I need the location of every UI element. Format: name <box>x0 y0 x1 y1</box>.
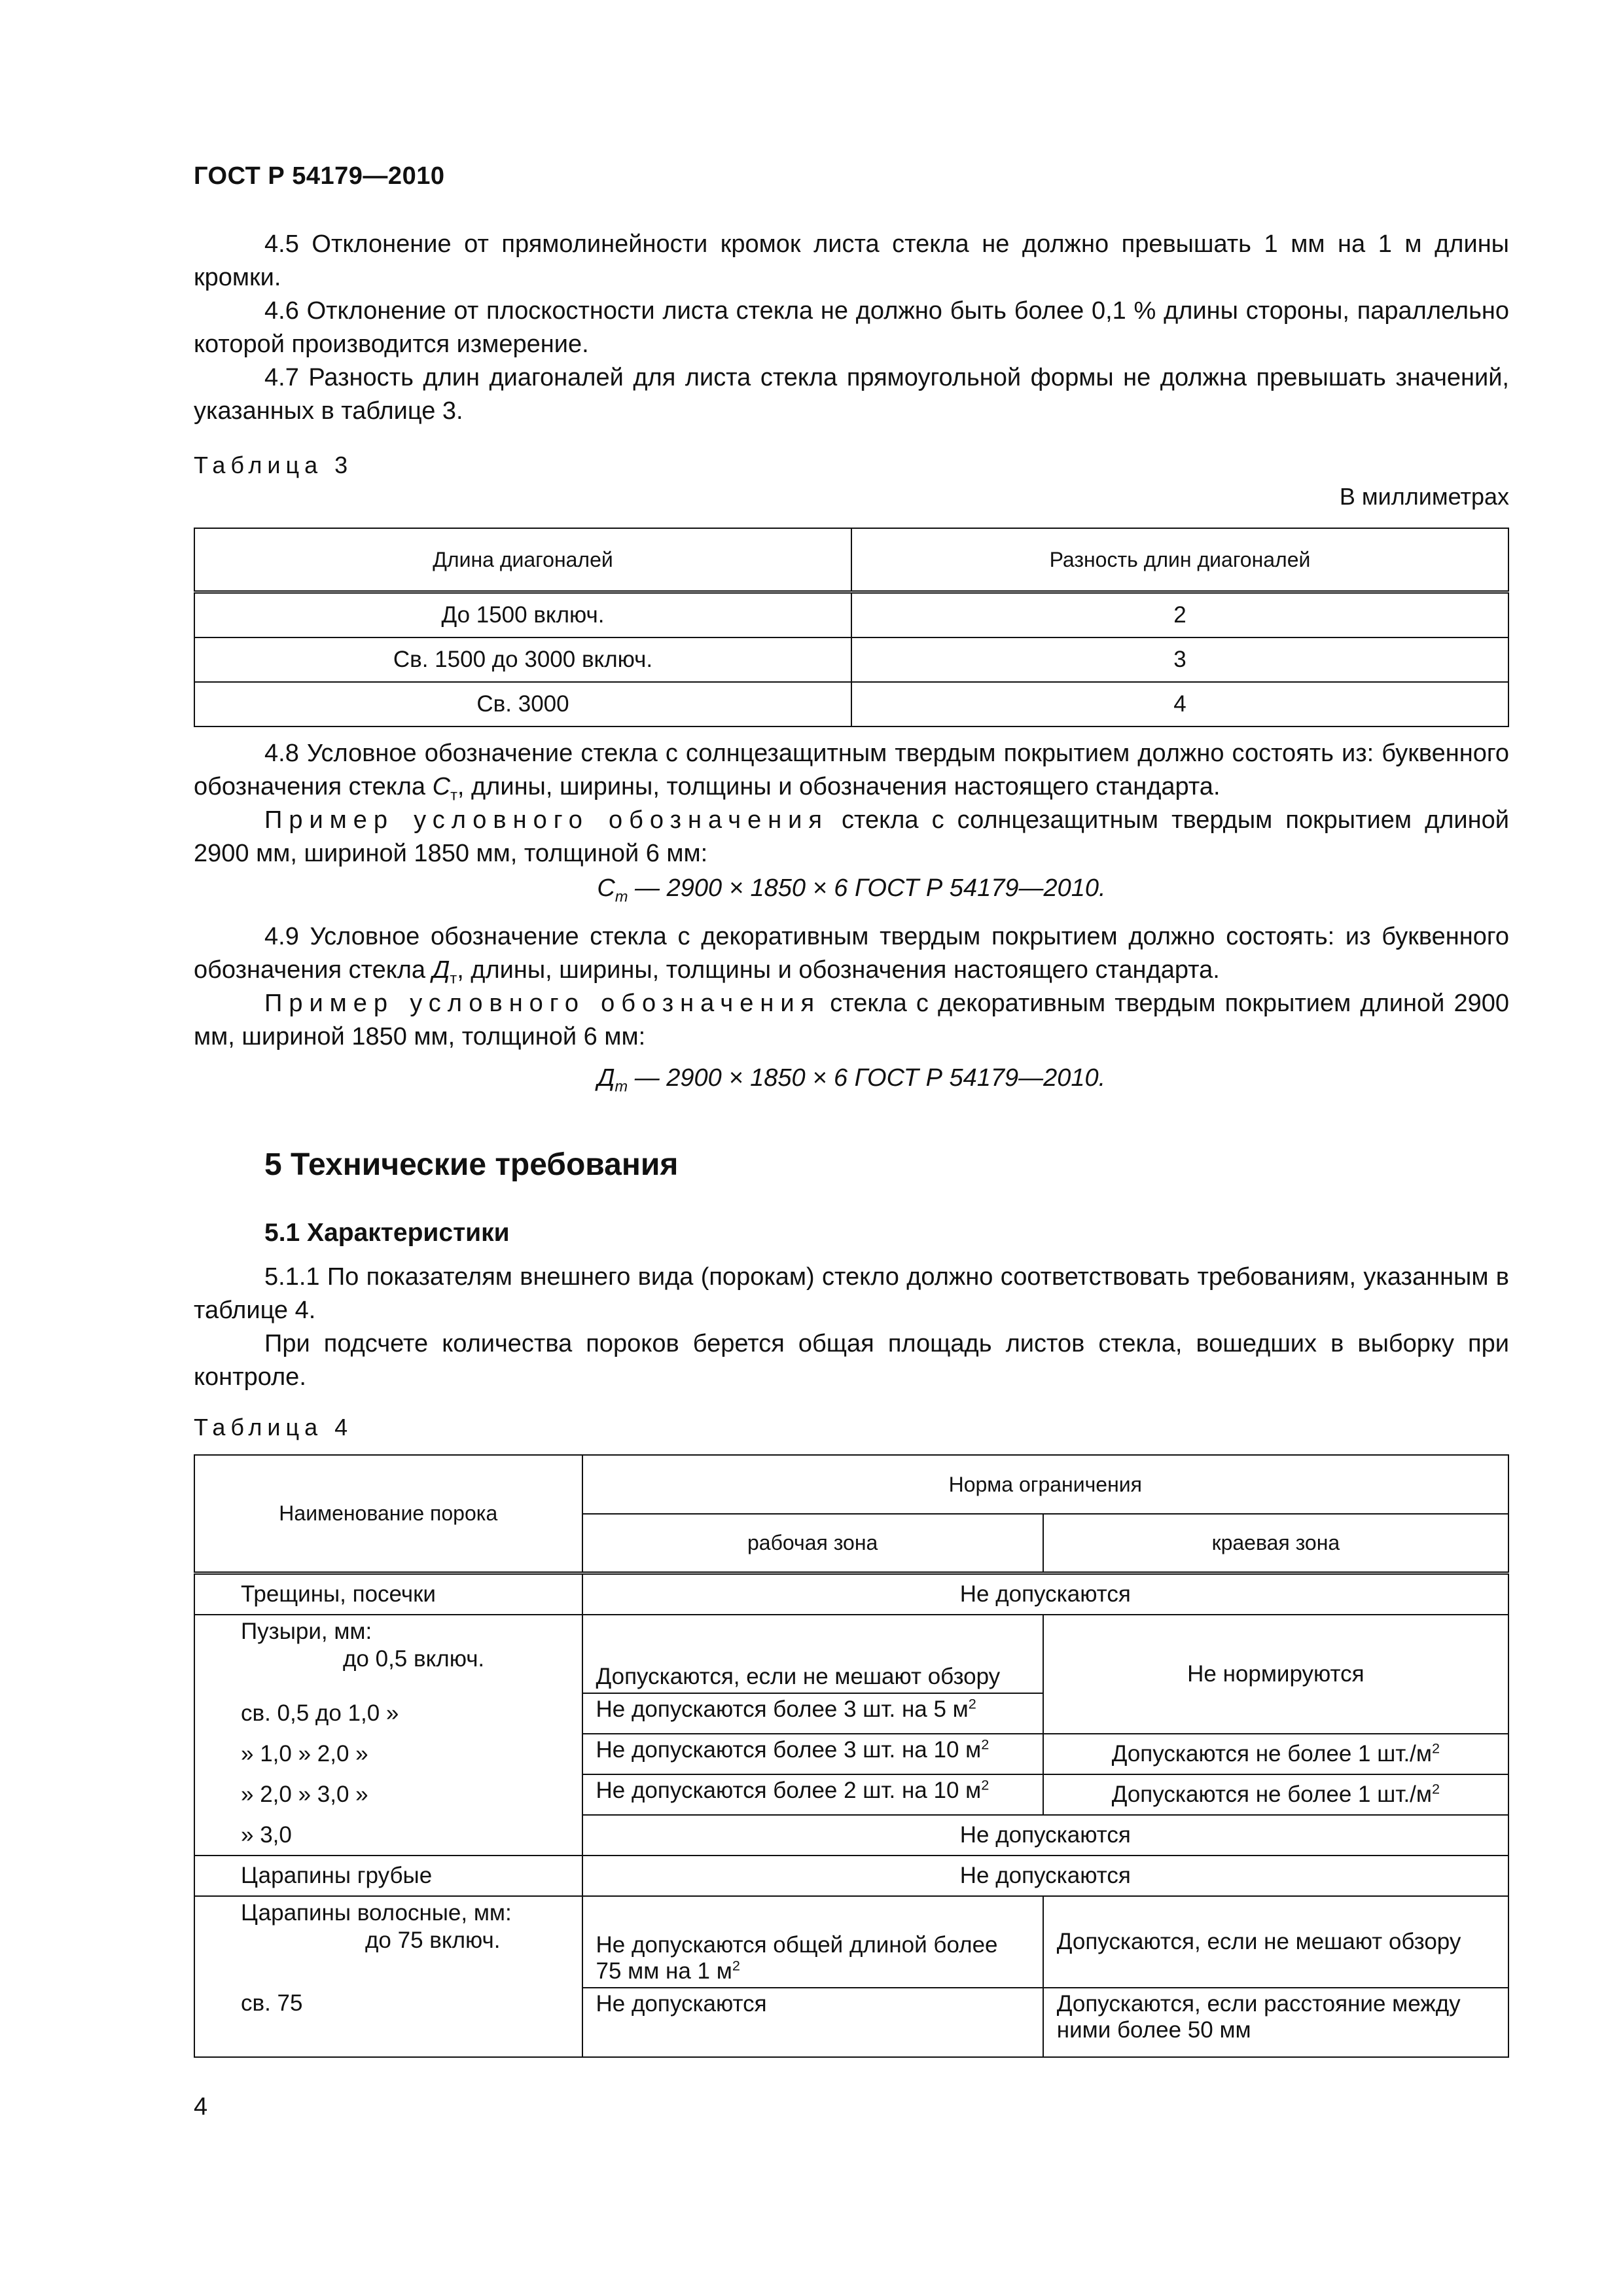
table3-cell: До 1500 включ. <box>194 592 851 638</box>
symbol-ct-sub: т <box>450 786 457 804</box>
table3-header-diff: Разность длин диагоналей <box>851 528 1508 592</box>
table3-cell: 2 <box>851 592 1508 638</box>
page-number: 4 <box>194 2093 208 2121</box>
clauses-4-5-to-4-7 <box>194 228 1509 428</box>
table3-cell: 3 <box>851 637 1508 682</box>
table-3 <box>194 528 1509 727</box>
table-row <box>194 637 1508 682</box>
clause-4-6: 4.6 Отклонение от плоскостности листа стекла не должно быть более 0,1 % длины стороны, параллельно которой производится измерение. <box>194 297 1509 358</box>
clause-4-8 <box>194 737 1509 870</box>
table3-cell: Св. 1500 до 3000 включ. <box>194 637 851 682</box>
section-5-1-heading: 5.1 Характеристики <box>264 1219 510 1247</box>
table3-header-length: Длина диагоналей <box>194 528 851 592</box>
clause-4-9 <box>194 920 1509 1054</box>
example-text: стекла с декоративным твердым покрытием длиной 2900 мм, шириной 1850 мм, толщиной 6 мм: <box>194 990 1509 1050</box>
clause-5-1-1 <box>194 1261 1509 1394</box>
table-row: Трещины, посечки Не допускаются <box>194 1573 1508 1615</box>
formula-ct: $С_т$ — 2900 × 1850 × 6 ГОСТ Р 54179—2010. <box>597 874 1106 905</box>
clause-4-8-text-end: , длины, ширины, толщины и обозначения настоящего стандарта. <box>457 773 1221 800</box>
formula-dt: $Д_т$ — 2900 × 1850 × 6 ГОСТ Р 54179—2010. <box>597 1064 1106 1095</box>
table3-units: В миллиметрах <box>1339 483 1509 510</box>
table4-header-edge: краевая зона <box>1043 1514 1508 1573</box>
clause-4-5: 4.5 Отклонение от прямолинейности кромок листа стекла не должно превышать 1 мм на 1 м длины кромки. <box>194 230 1509 291</box>
document-header: ГОСТ Р 54179—2010 <box>194 162 445 190</box>
table3-cell: 4 <box>851 682 1508 726</box>
example-text: стекла с солнцезащитным твердым покрытием длиной 2900 мм, шириной 1850 мм, толщиной 6 мм: <box>194 806 1509 867</box>
clause-4-9-text-end: , длины, ширины, толщины и обозначения настоящего стандарта. <box>457 956 1220 984</box>
clause-4-9-text: 4.9 Условное обозначение стекла с декоративным твердым покрытием должно состоять: из буквенного обозначения стекла <box>194 923 1509 984</box>
table4-header-work: рабочая зона <box>582 1514 1043 1573</box>
table3-caption: Таблица 3 <box>194 452 353 478</box>
section-5-heading: 5 Технические требования <box>264 1147 679 1182</box>
clause-5-1-1-note: При подсчете количества пороков берется общая площадь листов стекла, вошедших в выборку при контроле. <box>194 1330 1509 1391</box>
clause-4-8-text: 4.8 Условное обозначение стекла с солнцезащитным твердым покрытием должно состоять из: буквенного обозначения стекла <box>194 740 1509 800</box>
table4-header-name: Наименование порока <box>194 1455 582 1573</box>
table4-caption: Таблица 4 <box>194 1414 353 1441</box>
clause-4-7: 4.7 Разность длин диагоналей для листа стекла прямоугольной формы не должна превышать значений, указанных в таблице 3. <box>194 364 1509 425</box>
table-row: » 3,0 Не допускаются <box>194 1815 1508 1856</box>
table-row: Царапины грубые Не допускаются <box>194 1856 1508 1896</box>
symbol-dt: Д <box>432 956 450 984</box>
table-row <box>194 682 1508 726</box>
table-row: Царапины волосные, мм: до 75 включ. Не допускаются общей длиной более 75 мм на 1 $м^2$ Допускаются, если не мешают обзору <box>194 1896 1508 1988</box>
table3-cell: Св. 3000 <box>194 682 851 726</box>
symbol-ct: С <box>432 773 451 800</box>
table-row: » 2,0 » 3,0 » Не допускаются более 2 шт. на 10 $м^2$ Допускаются не более 1 $шт./м^2$ <box>194 1774 1508 1815</box>
table4-header-norm: Норма ограничения <box>582 1455 1508 1514</box>
symbol-dt-sub: т <box>450 969 457 987</box>
example-label: Пример условного обозначения <box>264 806 829 834</box>
table-row: Пузыри, мм: до 0,5 включ. Допускаются, если не мешают обзору Не нормируются <box>194 1615 1508 1693</box>
table-row: » 1,0 » 2,0 » Не допускаются более 3 шт. на 10 $м^2$ Допускаются не более 1 $шт./м^2$ <box>194 1734 1508 1774</box>
example-label: Пример условного обозначения <box>264 990 821 1017</box>
table-row: св. 75 Не допускаются Допускаются, если расстояние между ними более 50 мм <box>194 1988 1508 2057</box>
table-row <box>194 592 1508 638</box>
clause-5-1-1-text: 5.1.1 По показателям внешнего вида (порокам) стекло должно соответствовать требованиям, указанным в таблице 4. <box>194 1263 1509 1324</box>
table-row: св. 0,5 до 1,0 » Не допускаются более 3 шт. на 5 $м^2$ <box>194 1693 1508 1734</box>
table-4 <box>194 1454 1509 2058</box>
